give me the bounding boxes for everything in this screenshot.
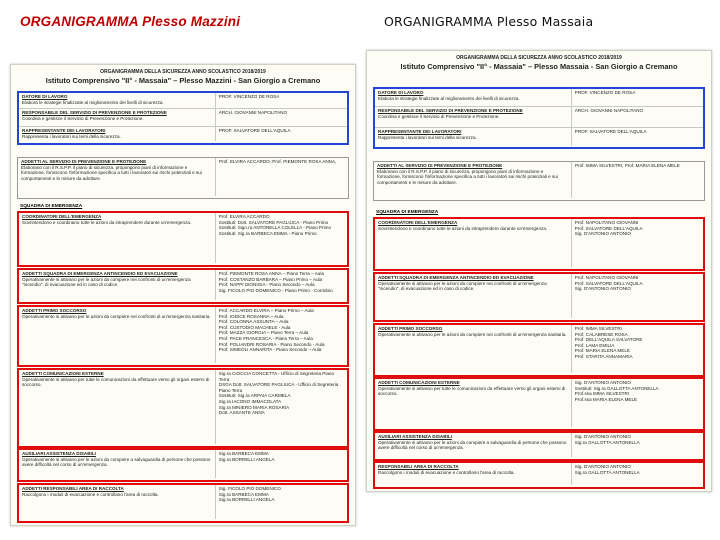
role-row <box>18 158 348 196</box>
role-title: RESPONSABILE DEL SERVIZIO DI PREVENZIONE E PROTEZIONE <box>378 108 523 113</box>
role-description-cell <box>375 379 572 427</box>
person-name: Prof. POLIANDRI ROSARIA - Piano Secondo - Aula <box>218 341 325 347</box>
person-name: Sig. FICOLO PIO DOMENICO - Piano Primo - Corridoio <box>218 287 333 293</box>
role-row <box>375 89 703 107</box>
role-description: Coordina e gestisce il Servizio di Prevenzione e Protezione. <box>22 115 144 121</box>
person-name: Sostituti: Sig.ra BARBECA EMMA - Piano Primo <box>218 230 317 236</box>
person-name: Prof. CALABRESE ROSA <box>574 331 628 337</box>
role-description: Sovrintendono e coordinano tutte le azioni da intraprendere durante un'emergenza. <box>22 219 192 225</box>
person-name: DSGA Dott. SALVATORE PAGLIUCA - Ufficio di Segreteria Piano Terra <box>218 382 339 393</box>
role-description-cell <box>19 370 216 444</box>
assigned-names-cell <box>216 485 347 519</box>
document-header <box>367 55 711 71</box>
role-title: RAPPRESENTANTE DEI LAVORATORI <box>22 128 106 133</box>
person-name: Prof. ELVIRA ACCARDO <box>218 214 270 219</box>
role-description: Elabora le strategie finalizzate al miglioramento dei livelli di sicurezza. <box>378 95 520 101</box>
person-name: Sig. FICOLO PIO DOMENICO <box>218 486 281 491</box>
person-name: Prof. SIMEOLI ANNARITA - Piano Secondo – Aula <box>218 347 322 353</box>
person-name: Prof.ssa MARIA ELENA MELE <box>574 396 638 402</box>
role-description: Operativamente si attivano per le azioni da compiere nei confronti di un'emergenza "incendio", di evacuazione ed in caso di codice. <box>378 280 547 292</box>
role-description-cell <box>375 325 572 373</box>
person-name: Sig.ra GALLOTTA ANTONELLA <box>574 469 640 475</box>
role-row <box>375 463 703 485</box>
role-description: Operativamente si attivano per tutte le comunicazioni da effettuare verso gli organi esterni di soccorso. <box>22 376 210 388</box>
person-name: Prof. PIEMONTE ROSA ANNA – Piano Terra – Aula <box>218 271 324 276</box>
role-description: Rappresenta i lavoratori sui temi della sicurezza. <box>22 133 121 139</box>
person-name: Sig. D'ANTONIO ANTONIO <box>574 380 631 385</box>
person-name: Prof. COSTANZO BARBARA – Piano Primo – Aula <box>218 276 323 282</box>
role-description-cell <box>19 127 216 141</box>
person-name: Prof. PACE FRANCESCA - Piano Terra – Aula <box>218 335 313 341</box>
person-name: Sig.ra BORRELLI ANGELA <box>218 497 275 503</box>
person-name: Sig.ra BARBECA EMMA <box>218 451 269 456</box>
role-description: Coordina e gestisce il Servizio di Prevenzione e Protezione. <box>378 113 500 119</box>
role-description-cell <box>19 109 216 126</box>
role-row <box>375 325 703 373</box>
organigramma-massaia <box>366 50 712 492</box>
role-row <box>19 485 347 519</box>
role-description: Elaborano con il R.S.P.P. il piano di sicurezza, propongono piani di informazione e formazione, forniscono l'informazione specifica a tutti i lavoratori sui rischi potenziali e sui comportamenti e le misure da adottare. <box>21 164 202 181</box>
role-description-cell <box>374 162 572 198</box>
gathering-area-box <box>373 461 705 489</box>
role-title: COORDINATORI DELL'EMERGENZA <box>378 220 458 225</box>
assigned-names-cell <box>216 127 347 141</box>
person-name: Sig.ra IACONO IMMACOLATA <box>218 398 282 404</box>
person-name: Prof. NAPOLITANO GIOVANNI <box>574 220 639 225</box>
role-description-cell <box>375 107 572 127</box>
role-description-cell <box>19 93 216 108</box>
person-name: Sig. D'ANTONIO ANTONIO <box>574 286 631 292</box>
role-description-cell <box>19 307 216 363</box>
assigned-names-cell <box>572 379 703 427</box>
person-name: Prof. NAPOLITANO GIOVANNI <box>574 275 639 280</box>
emergency-team-heading: SQUADRA DI EMERGENZA <box>376 210 439 215</box>
role-title: ADDETTI SQUADRA DI EMERGENZA ANTINCENDIO ED EVACUAZIONE <box>378 275 534 280</box>
role-row <box>19 450 347 478</box>
person-name: Prof. SALVATORE DELL'AQUILA <box>574 225 643 231</box>
person-name: Sostituti: Sig.ra ARPAIA CARMELA <box>218 393 291 399</box>
role-title: ADDETTI COMUNICAZIONI ESTERNE <box>378 380 460 385</box>
person-name: Prof. MARIA ELENA MELE <box>574 348 630 354</box>
external-communications-box <box>17 368 349 448</box>
assigned-names-cell <box>216 370 347 444</box>
assigned-names-cell <box>216 270 347 300</box>
role-title: AUSILIARI ASSISTENZA DISABILI <box>378 434 452 439</box>
person-name: Prof. IMMA SILVESTRI <box>574 326 622 331</box>
person-name: Prof. CUSTODIO MACHELE - Aula <box>218 324 291 330</box>
assigned-names-cell <box>572 89 703 106</box>
person-name: Prof. ELVIRA ACCARDO, Prof. PIEMONTE ROSA ANNA, <box>219 159 337 164</box>
assigned-names-cell <box>572 433 703 457</box>
prevention-staff-box <box>373 161 705 201</box>
role-description: Raccolgono i moduli di evacuazione e controllano l'area di raccolta. <box>22 491 159 497</box>
emergency-team-heading: SQUADRA DI EMERGENZA <box>20 204 83 209</box>
person-name: Prof. COLONNA ASSUNTA – Aula <box>218 319 289 325</box>
person-name: Sig. D'ANTONIO ANTONIO <box>574 464 631 469</box>
role-description-cell <box>375 89 572 106</box>
role-title: DATORE DI LAVORO <box>378 90 424 95</box>
prevention-staff-box <box>17 157 349 199</box>
role-description: Operativamente si attivano per le azioni da compiere a salvaguardia di persone che possono avere difficoltà nel corso di un'emergenza. <box>22 456 211 468</box>
role-row <box>375 274 703 318</box>
person-name: Sig. D'ANTONIO ANTONIO <box>574 231 631 237</box>
role-row <box>375 128 703 146</box>
role-description-cell <box>18 158 216 196</box>
role-row <box>19 93 347 109</box>
role-row <box>19 370 347 444</box>
first-aid-box <box>17 305 349 367</box>
role-title: ADDETTI AL SERVIZIO DI PREVENZIONE E PROTEZIONE <box>377 163 503 168</box>
role-description: Operativamente si attivano per le azioni da compiere nei confronti di un'emergenza sanitaria. <box>22 313 211 319</box>
person-name: Sostituti: Sign.ra ANTONELLA COLELLA - Piano Primo <box>218 225 332 231</box>
role-description: Operativamente si attivano per le azioni da compiere nei confronti di un'emergenza "incendio", di evacuazione ed in caso di codice. <box>22 276 191 288</box>
role-description: Operativamente si attivano per le azioni da compiere nei confronti di un'emergenza sanitaria. <box>378 331 567 337</box>
role-title: AUSILIARI ASSISTENZA DISABILI <box>22 451 96 456</box>
slide-title-mazzini: ORGANIGRAMMA Plesso Mazzini <box>20 14 241 29</box>
disability-assistance-box <box>17 448 349 482</box>
role-description-cell <box>375 433 572 457</box>
gathering-area-box <box>17 483 349 523</box>
role-description-cell <box>375 128 572 146</box>
assigned-names-cell <box>216 450 347 478</box>
first-aid-box <box>373 323 705 377</box>
assigned-names-cell <box>572 128 703 146</box>
person-name: PROF. VINCENZO DE ROSA <box>218 94 280 99</box>
assigned-names-cell <box>216 158 348 196</box>
assigned-names-cell <box>572 325 703 373</box>
person-name: Prof. IODICE ROSANNA – Aula <box>218 313 284 319</box>
role-row <box>19 213 347 263</box>
role-description-cell <box>375 219 572 267</box>
person-name: Prof. DELL'AQUILA SALVATORE <box>574 337 643 343</box>
role-title: RESPONSABILI AREA DI RACCOLTA <box>378 464 459 469</box>
role-row <box>19 270 347 300</box>
assigned-names-cell <box>216 307 347 363</box>
role-title: ADDETTI RESPONSABILI AREA DI RACCOLTA <box>22 486 124 491</box>
header-year: ORGANIGRAMMA DELLA SICUREZZA ANNO SCOLASTICO 2018/2019 <box>100 69 266 75</box>
role-description-cell <box>19 270 216 300</box>
role-row <box>375 379 703 427</box>
person-name: Prof.ssa IMMA SILVESTRI <box>574 391 630 397</box>
person-name: Sig.ra BARBECA EMMA <box>218 491 269 497</box>
role-title: RAPPRESENTANTE DEI LAVORATORI <box>378 129 462 134</box>
person-name: Dott. ASSANTE ANNA <box>218 410 265 416</box>
person-name: Sig. D'ANTONIO ANTONIO <box>574 434 631 439</box>
person-name: PROF. VINCENZO DE ROSA <box>574 90 636 95</box>
person-name: Prof. MAZZA GIORGIA – Piano Terra – Aula <box>218 330 309 336</box>
header-institute: Istituto Comprensivo "II° - Massaia" – Plesso Massaia - San Giorgio a Cremano <box>400 62 678 71</box>
role-title: ADDETTI PRIMO SOCCORSO <box>22 308 87 313</box>
fire-evacuation-box <box>373 272 705 322</box>
role-description-cell <box>375 463 572 485</box>
role-row <box>19 109 347 127</box>
person-name: Sig.ra CIOCCIA CONCETTA - Ufficio di Segreteria Piano Terra <box>218 371 335 382</box>
person-name: Prof. STARITA ANNAMARIA <box>574 353 633 359</box>
role-description: Operativamente si attivano per le azioni da compiere a salvaguardia di persone che possono avere difficoltà nel corso di un'emergenza. <box>378 439 567 451</box>
role-description: Rappresenta i lavoratori sui temi della sicurezza. <box>378 134 477 140</box>
role-title: COORDINATORI DELL'EMERGENZA <box>22 214 102 219</box>
role-row <box>375 107 703 128</box>
role-description-cell <box>19 450 216 478</box>
person-name: Sig.ra BORRELLI ANGELA <box>218 456 275 462</box>
leadership-box <box>17 91 349 145</box>
role-description: Sovrintendono e coordinano tutte le azioni da intraprendere durante un'emergenza. <box>378 225 548 231</box>
role-title: RESPONSABILE DEL SERVIZIO DI PREVENZIONE E PROTEZIONE <box>22 110 167 115</box>
person-name: Sig.ra GALLOTTA ANTONELLA <box>574 439 640 445</box>
role-row <box>19 307 347 363</box>
role-description-cell <box>19 213 216 263</box>
document-header <box>11 69 355 85</box>
leadership-box <box>373 87 705 149</box>
header-year: ORGANIGRAMMA DELLA SICUREZZA ANNO SCOLASTICO 2018/2019 <box>456 55 622 61</box>
person-name: ARCH. GIOVANNI NAPOLITANO <box>218 110 288 115</box>
role-title: ADDETTI SQUADRA DI EMERGENZA ANTINCENDIO ED EVACUAZIONE <box>22 271 178 276</box>
assigned-names-cell <box>572 162 704 198</box>
role-description: Elabora le strategie finalizzate al miglioramento dei livelli di sicurezza. <box>22 99 164 105</box>
role-title: ADDETTI COMUNICAZIONI ESTERNE <box>22 371 104 376</box>
assigned-names-cell <box>572 463 703 485</box>
person-name: Sig.ra MINIERO MARIA ROSARIA <box>218 404 290 410</box>
assigned-names-cell <box>216 93 347 108</box>
role-title: ADDETTI AL SERVIZIO DI PREVENZIONE E PROTEZIONE <box>21 159 147 164</box>
assigned-names-cell <box>216 213 347 263</box>
assigned-names-cell <box>572 274 703 318</box>
organigramma-mazzini <box>10 64 356 526</box>
role-title: DATORE DI LAVORO <box>22 94 68 99</box>
person-name: Prof. SALVATORE DELL'AQUILA <box>574 280 643 286</box>
assigned-names-cell <box>216 109 347 126</box>
external-communications-box <box>373 377 705 431</box>
person-name: Prof. ACCARDO ELVIRA – Piano Primo – Aula <box>218 308 314 313</box>
person-name: Prof. LAMA EMILIA <box>574 342 615 348</box>
assigned-names-cell <box>572 107 703 127</box>
header-institute: Istituto Comprensivo "II° - Massaia" – Plesso Mazzini - San Giorgio a Cremano <box>45 76 321 85</box>
disability-assistance-box <box>373 431 705 461</box>
person-name: ARCH. GIOVANNI NAPOLITANO <box>574 108 644 113</box>
role-description: Elaborano con il R.S.P.P. il piano di sicurezza, propongono piani di informazione e formazione, forniscono l'informazione specifica a tutti i lavoratori sui rischi potenziali e sui comportamenti e le misure da adottare. <box>377 168 558 185</box>
role-description: Operativamente si attivano per tutte le comunicazioni da effettuare verso gli organi esterni di soccorso. <box>378 385 566 397</box>
role-row <box>19 127 347 141</box>
role-title: ADDETTI PRIMO SOCCORSO <box>378 326 443 331</box>
role-description-cell <box>19 485 216 519</box>
person-name: PROF. SALVATORE DELL'AQUILA <box>574 129 647 134</box>
person-name: PROF. SALVATORE DELL'AQUILA <box>218 128 291 133</box>
person-name: Sostituti: Sig.ra GALLOTTA ANTONELLA <box>574 385 659 391</box>
role-description: Raccolgono i moduli di evacuazione e controllano l'area di raccolta. <box>378 469 515 475</box>
assigned-names-cell <box>572 219 703 267</box>
person-name: Prof. IMMA SILVESTRI, Prof. MARIA ELENA MELE <box>575 163 680 168</box>
fire-evacuation-box <box>17 268 349 304</box>
person-name: Sostituti: Dott. SALVATORE PAGLIUCA - Piano Primo <box>218 219 329 225</box>
slide-title-massaia: ORGANIGRAMMA Plesso Massaia <box>384 14 594 29</box>
role-row <box>375 219 703 267</box>
person-name: Prof. NAPPI DIONIGIA - Piano Secondo – Aula <box>218 282 315 288</box>
emergency-coordinators-box <box>17 211 349 267</box>
emergency-coordinators-box <box>373 217 705 271</box>
role-description-cell <box>375 274 572 318</box>
role-row <box>375 433 703 457</box>
role-row <box>374 162 704 198</box>
